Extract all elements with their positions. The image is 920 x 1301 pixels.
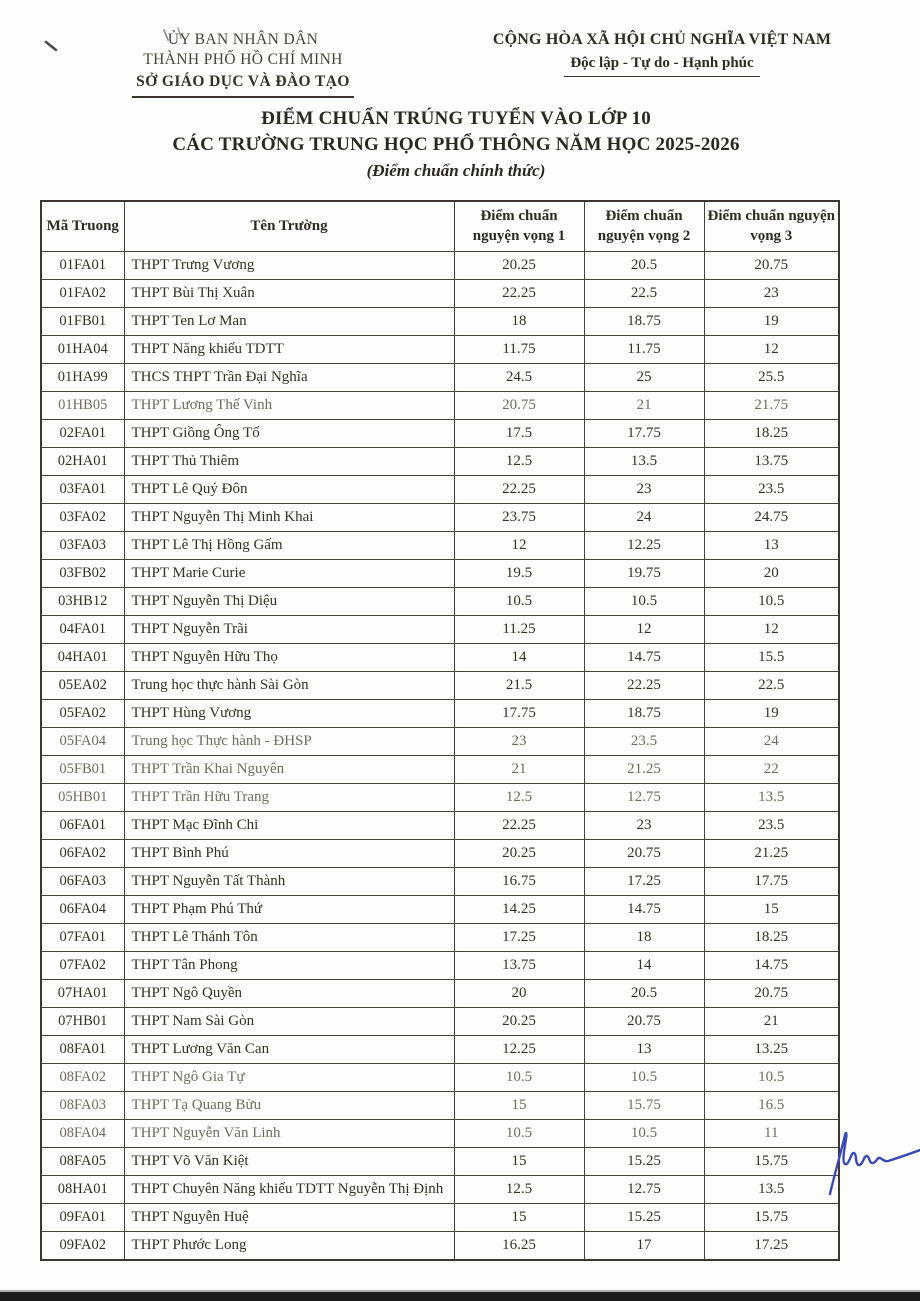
score-cell: 20.5 — [584, 252, 704, 280]
school-name-cell: THPT Năng khiếu TDTT — [124, 336, 454, 364]
table-row — [41, 364, 839, 392]
school-name-cell: THPT Lê Thị Hồng Gấm — [124, 532, 454, 560]
title-line-1: ĐIỂM CHUẨN TRÚNG TUYỂN VÀO LỚP 10 — [261, 108, 651, 129]
school-name-cell: THPT Phước Long — [124, 1232, 454, 1261]
score-cell: 10.5 — [704, 588, 839, 616]
score-cell: 12 — [704, 336, 839, 364]
score-cell: 18 — [454, 308, 584, 336]
score-cell: 23.5 — [704, 476, 839, 504]
school-name-cell: THPT Lê Thánh Tôn — [124, 924, 454, 952]
col-header-school-code: Mã Truong — [41, 201, 124, 252]
table-header-row — [41, 201, 839, 252]
school-name-cell: Trung học Thực hành - ĐHSP — [124, 728, 454, 756]
score-cell: 17.75 — [454, 700, 584, 728]
table-body — [41, 252, 839, 1261]
school-name-cell: THPT Thủ Thiêm — [124, 448, 454, 476]
score-cell: 12.25 — [584, 532, 704, 560]
school-code-cell: 04HA01 — [41, 644, 124, 672]
table-row — [41, 952, 839, 980]
score-cell: 12.5 — [454, 448, 584, 476]
table-row — [41, 1204, 839, 1232]
score-cell: 18.25 — [704, 420, 839, 448]
school-name-cell: THPT Marie Curie — [124, 560, 454, 588]
school-name-cell: THPT Mạc Đĩnh Chi — [124, 812, 454, 840]
school-code-cell: 06FA03 — [41, 868, 124, 896]
score-cell: 21 — [584, 392, 704, 420]
score-cell: 23 — [584, 812, 704, 840]
score-cell: 20.25 — [454, 1008, 584, 1036]
score-cell: 15 — [704, 896, 839, 924]
score-cell: 20 — [704, 560, 839, 588]
signature-mark — [816, 1118, 920, 1200]
school-code-cell: 04FA01 — [41, 616, 124, 644]
table-row — [41, 588, 839, 616]
school-name-cell: THPT Nguyễn Thị Minh Khai — [124, 504, 454, 532]
score-cell: 22.25 — [584, 672, 704, 700]
school-name-cell: THPT Võ Văn Kiệt — [124, 1148, 454, 1176]
school-name-cell: THPT Nguyễn Hữu Thọ — [124, 644, 454, 672]
score-cell: 10.5 — [454, 588, 584, 616]
score-cell: 19 — [704, 700, 839, 728]
score-cell: 12.5 — [454, 1176, 584, 1204]
col-header-school-name: Tên Trường — [124, 201, 454, 252]
table-row — [41, 1120, 839, 1148]
score-cell: 20.75 — [584, 840, 704, 868]
score-cell: 10.5 — [584, 588, 704, 616]
school-code-cell: 03FA03 — [41, 532, 124, 560]
score-cell: 11 — [704, 1120, 839, 1148]
score-cell: 14 — [584, 952, 704, 980]
table-row — [41, 560, 839, 588]
score-cell: 16.5 — [704, 1092, 839, 1120]
school-name-cell: THPT Giồng Ông Tố — [124, 420, 454, 448]
score-cell: 21.5 — [454, 672, 584, 700]
school-code-cell: 01HA99 — [41, 364, 124, 392]
table-row — [41, 308, 839, 336]
score-cell: 23 — [584, 476, 704, 504]
school-name-cell: THPT Hùng Vương — [124, 700, 454, 728]
school-name-cell: THPT Chuyên Năng khiếu TDTT Nguyễn Thị Định — [124, 1176, 454, 1204]
score-cell: 25 — [584, 364, 704, 392]
score-cell: 10.5 — [584, 1064, 704, 1092]
score-cell: 24.75 — [704, 504, 839, 532]
score-cell: 10.5 — [454, 1064, 584, 1092]
score-cell: 19 — [704, 308, 839, 336]
score-cell: 21.75 — [704, 392, 839, 420]
school-code-cell: 08FA01 — [41, 1036, 124, 1064]
school-code-cell: 07FA01 — [41, 924, 124, 952]
table-row — [41, 1176, 839, 1204]
school-code-cell: 03FB02 — [41, 560, 124, 588]
score-cell: 17.25 — [704, 1232, 839, 1261]
score-cell: 17.75 — [704, 868, 839, 896]
score-cell: 19.75 — [584, 560, 704, 588]
score-cell: 15 — [454, 1148, 584, 1176]
table-row — [41, 532, 839, 560]
school-code-cell: 06FA02 — [41, 840, 124, 868]
score-cell: 11.75 — [454, 336, 584, 364]
table-row — [41, 672, 839, 700]
school-code-cell: 02FA01 — [41, 420, 124, 448]
school-code-cell: 09FA02 — [41, 1232, 124, 1261]
score-cell: 12.75 — [584, 784, 704, 812]
table-row — [41, 420, 839, 448]
school-code-cell: 01FB01 — [41, 308, 124, 336]
school-code-cell: 06FA01 — [41, 812, 124, 840]
score-cell: 20.25 — [454, 252, 584, 280]
score-cell: 19.5 — [454, 560, 584, 588]
table-row — [41, 728, 839, 756]
score-cell: 18.75 — [584, 308, 704, 336]
score-cell: 10.5 — [454, 1120, 584, 1148]
school-code-cell: 05EA02 — [41, 672, 124, 700]
school-name-cell: THCS THPT Trần Đại Nghĩa — [124, 364, 454, 392]
school-name-cell: THPT Lê Quý Đôn — [124, 476, 454, 504]
score-cell: 14.25 — [454, 896, 584, 924]
issuing-agency-block — [88, 30, 398, 98]
score-cell: 20.75 — [704, 980, 839, 1008]
agency-department-line: SỞ GIÁO DỤC VÀ ĐÀO TẠO — [132, 72, 354, 98]
score-cell: 17.25 — [584, 868, 704, 896]
table-row — [41, 1232, 839, 1261]
score-cell: 17.75 — [584, 420, 704, 448]
score-cell: 11.75 — [584, 336, 704, 364]
school-name-cell: THPT Phạm Phú Thứ — [124, 896, 454, 924]
school-code-cell: 07HB01 — [41, 1008, 124, 1036]
score-cell: 17.25 — [454, 924, 584, 952]
school-name-cell: THPT Tân Phong — [124, 952, 454, 980]
score-cell: 21.25 — [704, 840, 839, 868]
school-name-cell: THPT Nam Sài Gòn — [124, 1008, 454, 1036]
table-row — [41, 980, 839, 1008]
score-cell: 15 — [454, 1204, 584, 1232]
score-cell: 24 — [704, 728, 839, 756]
score-cell: 15.5 — [704, 644, 839, 672]
table-row — [41, 700, 839, 728]
national-motto-block — [462, 30, 862, 77]
score-cell: 15.75 — [704, 1204, 839, 1232]
score-cell: 22.25 — [454, 280, 584, 308]
title-line-2: CÁC TRƯỜNG TRUNG HỌC PHỔ THÔNG NĂM HỌC 2025-2026 — [172, 133, 740, 155]
school-code-cell: 06FA04 — [41, 896, 124, 924]
school-name-cell: THPT Ngô Gia Tự — [124, 1064, 454, 1092]
table-row — [41, 812, 839, 840]
table-row — [41, 924, 839, 952]
table-row — [41, 336, 839, 364]
school-name-cell: THPT Nguyễn Văn Linh — [124, 1120, 454, 1148]
score-cell: 12.25 — [454, 1036, 584, 1064]
school-name-cell: THPT Trần Hữu Trang — [124, 784, 454, 812]
school-name-cell: THPT Nguyễn Huệ — [124, 1204, 454, 1232]
table-row — [41, 840, 839, 868]
table-row — [41, 756, 839, 784]
score-cell: 11.25 — [454, 616, 584, 644]
score-cell: 22.25 — [454, 812, 584, 840]
scan-edge — [0, 1292, 920, 1301]
col-header-score-nv1: Điểm chuẩn nguyện vọng 1 — [454, 201, 584, 252]
score-cell: 13.5 — [584, 448, 704, 476]
col-header-score-nv3: Điểm chuẩn nguyện vọng 3 — [704, 201, 839, 252]
score-cell: 23 — [454, 728, 584, 756]
table-row — [41, 1092, 839, 1120]
table-row — [41, 644, 839, 672]
national-title-line: CỘNG HÒA XÃ HỘI CHỦ NGHĨA VIỆT NAM — [492, 31, 832, 48]
score-cell: 13 — [584, 1036, 704, 1064]
score-cell: 20.25 — [454, 840, 584, 868]
score-cell: 21 — [704, 1008, 839, 1036]
score-cell: 12.75 — [584, 1176, 704, 1204]
score-cell: 25.5 — [704, 364, 839, 392]
score-cell: 20.75 — [584, 1008, 704, 1036]
score-cell: 16.25 — [454, 1232, 584, 1261]
score-cell: 23.75 — [454, 504, 584, 532]
score-cell: 20 — [454, 980, 584, 1008]
motto-line: Độc lập - Tự do - Hạnh phúc — [564, 54, 759, 78]
score-cell: 18.25 — [704, 924, 839, 952]
school-code-cell: 03FA02 — [41, 504, 124, 532]
school-code-cell: 05FB01 — [41, 756, 124, 784]
score-cell: 13.75 — [454, 952, 584, 980]
score-cell: 12 — [584, 616, 704, 644]
score-cell: 12.5 — [454, 784, 584, 812]
score-cell: 22.5 — [584, 280, 704, 308]
score-cell: 20.75 — [704, 252, 839, 280]
score-cell: 16.75 — [454, 868, 584, 896]
score-cell: 15.75 — [584, 1092, 704, 1120]
score-cell: 21.25 — [584, 756, 704, 784]
score-cell: 15.25 — [584, 1204, 704, 1232]
score-cell: 20.75 — [454, 392, 584, 420]
score-cell: 15 — [454, 1092, 584, 1120]
school-name-cell: Trung học thực hành Sài Gòn — [124, 672, 454, 700]
score-cell: 22 — [704, 756, 839, 784]
score-cell: 18 — [584, 924, 704, 952]
score-cell: 15.25 — [584, 1148, 704, 1176]
school-code-cell: 02HA01 — [41, 448, 124, 476]
score-cell: 14.75 — [584, 644, 704, 672]
school-code-cell: 08FA03 — [41, 1092, 124, 1120]
school-name-cell: THPT Trưng Vương — [124, 252, 454, 280]
school-name-cell: THPT Lương Thế Vinh — [124, 392, 454, 420]
score-cell: 18.75 — [584, 700, 704, 728]
agency-parent-line: ỦY BAN NHÂN DÂN — [167, 31, 319, 48]
table-row — [41, 448, 839, 476]
table-row — [41, 280, 839, 308]
school-code-cell: 07FA02 — [41, 952, 124, 980]
school-code-cell: 01HB05 — [41, 392, 124, 420]
school-code-cell: 03FA01 — [41, 476, 124, 504]
score-cell: 23.5 — [584, 728, 704, 756]
table-row — [41, 1008, 839, 1036]
school-name-cell: THPT Tạ Quang Bửu — [124, 1092, 454, 1120]
table-row — [41, 784, 839, 812]
score-cell: 23 — [704, 280, 839, 308]
school-code-cell: 08HA01 — [41, 1176, 124, 1204]
title-line-3: (Điểm chuẩn chính thức) — [366, 161, 546, 181]
school-code-cell: 07HA01 — [41, 980, 124, 1008]
school-code-cell: 01FA01 — [41, 252, 124, 280]
score-cell: 13.5 — [704, 784, 839, 812]
school-code-cell: 08FA05 — [41, 1148, 124, 1176]
table-row — [41, 1036, 839, 1064]
table-row — [41, 1148, 839, 1176]
score-cell: 12 — [704, 616, 839, 644]
document-title — [0, 106, 912, 183]
school-name-cell: THPT Nguyễn Thị Diệu — [124, 588, 454, 616]
score-cell: 14.75 — [584, 896, 704, 924]
score-cell: 24.5 — [454, 364, 584, 392]
score-cell: 24 — [584, 504, 704, 532]
score-cell: 13.25 — [704, 1036, 839, 1064]
score-cell: 13.5 — [704, 1176, 839, 1204]
score-cell: 14 — [454, 644, 584, 672]
score-cell: 17 — [584, 1232, 704, 1261]
table-row — [41, 392, 839, 420]
table-row — [41, 896, 839, 924]
school-code-cell: 01FA02 — [41, 280, 124, 308]
school-name-cell: THPT Bình Phú — [124, 840, 454, 868]
table-row — [41, 504, 839, 532]
score-cell: 13.75 — [704, 448, 839, 476]
school-name-cell: THPT Bùi Thị Xuân — [124, 280, 454, 308]
score-cell: 21 — [454, 756, 584, 784]
score-cell: 14.75 — [704, 952, 839, 980]
score-cell: 20.5 — [584, 980, 704, 1008]
school-name-cell: THPT Nguyễn Trãi — [124, 616, 454, 644]
school-code-cell: 03HB12 — [41, 588, 124, 616]
score-cell: 17.5 — [454, 420, 584, 448]
table-row — [41, 476, 839, 504]
col-header-score-nv2: Điểm chuẩn nguyện vọng 2 — [584, 201, 704, 252]
score-cell: 22.25 — [454, 476, 584, 504]
school-code-cell: 08FA04 — [41, 1120, 124, 1148]
school-code-cell: 05FA04 — [41, 728, 124, 756]
school-code-cell: 09FA01 — [41, 1204, 124, 1232]
score-cell: 23.5 — [704, 812, 839, 840]
admission-scores-table — [40, 200, 840, 1261]
score-cell: 10.5 — [584, 1120, 704, 1148]
table-row — [41, 868, 839, 896]
school-code-cell: 05HB01 — [41, 784, 124, 812]
school-code-cell: 05FA02 — [41, 700, 124, 728]
school-code-cell: 01HA04 — [41, 336, 124, 364]
table-row — [41, 252, 839, 280]
school-name-cell: THPT Ten Lơ Man — [124, 308, 454, 336]
table-row — [41, 616, 839, 644]
score-cell: 12 — [454, 532, 584, 560]
score-cell: 13 — [704, 532, 839, 560]
school-code-cell: 08FA02 — [41, 1064, 124, 1092]
table-row — [41, 1064, 839, 1092]
score-cell: 10.5 — [704, 1064, 839, 1092]
school-name-cell: THPT Nguyễn Tất Thành — [124, 868, 454, 896]
school-name-cell: THPT Ngô Quyền — [124, 980, 454, 1008]
school-name-cell: THPT Lương Văn Can — [124, 1036, 454, 1064]
school-name-cell: THPT Trần Khai Nguyên — [124, 756, 454, 784]
score-cell: 22.5 — [704, 672, 839, 700]
score-cell: 15.75 — [704, 1148, 839, 1176]
agency-city-line: THÀNH PHỐ HỒ CHÍ MINH — [143, 51, 343, 69]
